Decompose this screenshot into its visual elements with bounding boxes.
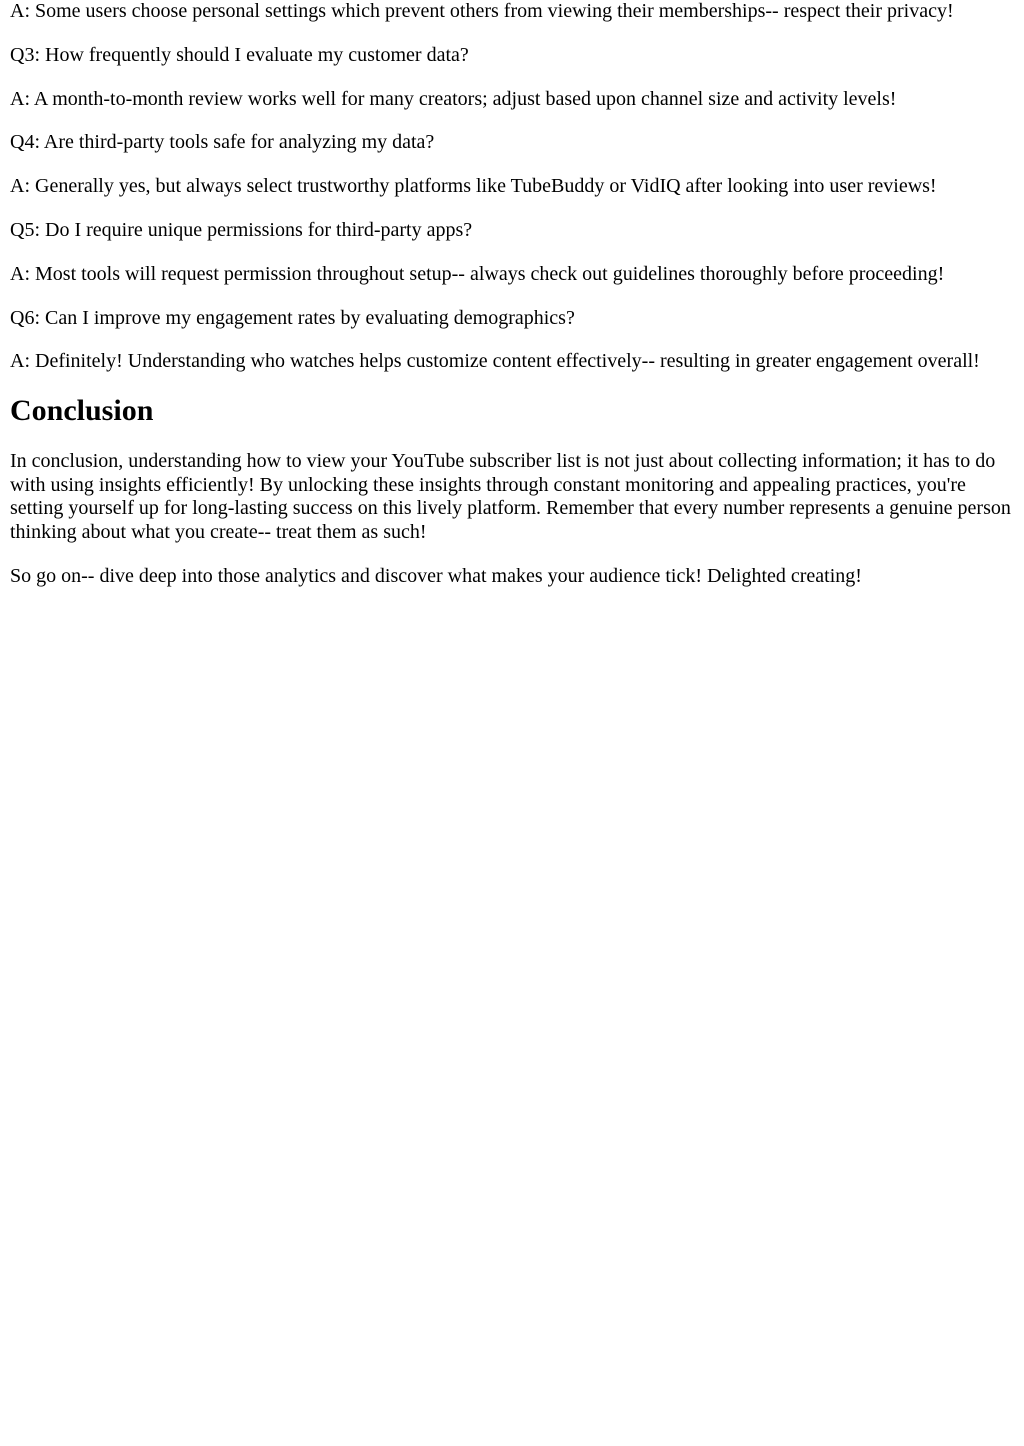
faq-answer-2: A: Some users choose personal settings which prevent others from viewing their memberships-- respect their privacy! [10, 0, 954, 22]
conclusion-heading: Conclusion [10, 394, 154, 428]
faq-question-3: Q3: How frequently should I evaluate my customer data? [10, 43, 469, 66]
faq-question-6: Q6: Can I improve my engagement rates by evaluating demographics? [10, 306, 575, 329]
conclusion-paragraph-1: In conclusion, understanding how to view your YouTube subscriber list is not just about collecting information; it has to do with using insights efficiently! By unlocking these insights through constant monitoring and appealing practices, you're setting yourself up for long-lasting success on this lively platform. Remember that every number represents a genuine person thinking about what you create-- treat them as such! [10, 450, 1011, 543]
faq-question-4: Q4: Are third-party tools safe for analyzing my data? [10, 131, 435, 154]
faq-answer-6: A: Definitely! Understanding who watches helps customize content effectively-- resulting in greater engagement overall! [10, 350, 980, 373]
faq-answer-4: A: Generally yes, but always select trustworthy platforms like TubeBuddy or VidIQ after looking into user reviews! [10, 175, 937, 198]
conclusion-paragraph-2: So go on-- dive deep into those analytics and discover what makes your audience tick! Delighted creating! [10, 564, 862, 587]
faq-list [10, 0, 1014, 374]
faq-answer-5: A: Most tools will request permission throughout setup-- always check out guidelines thoroughly before proceeding! [10, 262, 945, 285]
faq-question-5: Q5: Do I require unique permissions for third-party apps? [10, 218, 473, 241]
faq-answer-3: A: A month-to-month review works well for many creators; adjust based upon channel size and activity levels! [10, 87, 897, 110]
